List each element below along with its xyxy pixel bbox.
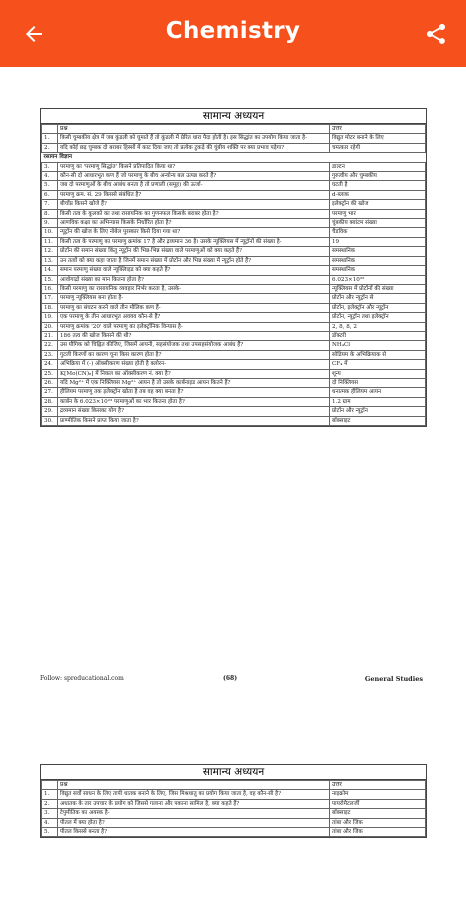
row-number: 16. <box>42 284 58 293</box>
row-number: 20. <box>42 322 58 331</box>
question-text: न्यूट्रॉन की खोज के लिए नोबेल पुरस्कार किसे दिया गया था? <box>58 228 330 237</box>
question-text: समान परमाणु संख्या वाले न्यूक्लिाइड को क्या कहते हैं? <box>58 266 330 275</box>
question-text: परमाणु का 'परमाणु सिद्धांत' किसने प्रतिपादित किया था? <box>58 162 330 171</box>
header-question: प्रश्न <box>58 781 330 790</box>
table-row <box>42 828 426 837</box>
footer-subject: General Studies <box>364 675 423 683</box>
row-number: 9. <box>42 219 58 228</box>
table-row <box>42 818 426 827</box>
answer-text: d-ब्लाक <box>330 190 426 199</box>
table-row <box>42 172 426 181</box>
section-title: रसायन विज्ञान <box>42 153 426 162</box>
header-answer: उत्तर <box>330 125 426 134</box>
table-row <box>42 134 426 143</box>
document-page-2 <box>40 764 427 838</box>
row-number: 17. <box>42 294 58 303</box>
question-text: अभिक्रिया में (-) ऑक्सीकरण संख्या होती है क्लोरन- <box>58 360 330 369</box>
answer-text: समस्थानिक <box>330 256 426 265</box>
answer-text: डॉक्टरी <box>330 331 426 340</box>
row-number: 6. <box>42 190 58 199</box>
question-text: उन तत्वों को क्या कहा जाता है जिनमें समान संख्या में प्रोटॉन और भिन्न संख्या में न्यूट्रॉन होते हैं? <box>58 256 330 265</box>
row-number: 18. <box>42 303 58 312</box>
question-text: उस यौगिक को चिह्नित कीजिए, जिसमें आयनी, सहसंयोजक तथा उपसहसंयोजक आबंध हैं? <box>58 341 330 350</box>
page-heading: सामान्य अध्ययन <box>41 109 426 124</box>
question-text: हीलियम परमाणु तक इलेक्ट्रॉन खोता है तब वह क्या बनता है? <box>58 388 330 397</box>
footer-page-number: (68) <box>223 675 238 682</box>
table-row <box>42 331 426 340</box>
row-number: 8. <box>42 209 58 218</box>
row-number: 3. <box>42 809 58 818</box>
question-text: किसी तत्व के कुलको का तथा रासायनिक का गुणनफल किसके बराबर होता है? <box>58 209 330 218</box>
answer-text: दो निक्लियस <box>330 378 426 387</box>
question-text: परमाणु क्रम. सं. 29 किससे संबंधित है? <box>58 190 330 199</box>
question-text: किसी परमाणु का रासायनिक व्यवहार निर्भर करता है, उसके- <box>58 284 330 293</box>
answer-text: घटती है <box>330 181 426 190</box>
answer-text: इलेक्ट्रॉन की खोज <box>330 200 426 209</box>
question-text: किसी तत्व के परमाणु का परमाणु क्रमांक 17 है और द्रव्यमान 36 है। उसके न्यूक्लियस में न्यूट्रॉनों की संख्या है- <box>58 237 330 246</box>
table-row <box>42 266 426 275</box>
answer-text: प्रोटॉन और न्यूट्रॉन <box>330 407 426 416</box>
table-row <box>42 181 426 190</box>
question-text: K[Mo(CN)₈] में निकल का ऑक्सीकरण नं. क्या है? <box>58 369 330 378</box>
question-text: कार्बन के 6.023×10²³ परमाणुओं का भार कितना होता है? <box>58 397 330 406</box>
question-text: द्रव्यमान संख्या किसका योग है? <box>58 407 330 416</box>
question-text: एक परमाणु के तीन आधारभूत अवयव कौन-से हैं? <box>58 313 330 322</box>
table-row <box>42 219 426 228</box>
document-page-1 <box>40 108 427 427</box>
table-row <box>42 360 426 369</box>
row-number: 4. <box>42 172 58 181</box>
answer-text: परमाणु भार <box>330 209 426 218</box>
answer-text: तांबा और जिंक <box>330 818 426 827</box>
row-number: 1. <box>42 134 58 143</box>
row-number: 15. <box>42 275 58 284</box>
row-number: 13. <box>42 256 58 265</box>
table-row <box>42 799 426 808</box>
row-number: 5. <box>42 181 58 190</box>
table-row <box>42 350 426 359</box>
row-number: 26. <box>42 378 58 387</box>
answer-text: शून्य <box>330 369 426 378</box>
question-text: पीतल किससे बनता है? <box>58 828 330 837</box>
question-text: परमाणु न्यूक्लियस बना होता है- <box>58 294 330 303</box>
table-row <box>42 237 426 246</box>
table-row <box>42 247 426 256</box>
table-row <box>42 369 426 378</box>
table-row <box>42 162 426 171</box>
row-number: 29. <box>42 407 58 416</box>
row-number: 30. <box>42 416 58 425</box>
question-table <box>41 780 426 837</box>
question-text: बीचोंप्र किसने खोजे हैं? <box>58 200 330 209</box>
table-row <box>42 378 426 387</box>
answer-text: चमत्कार रहेगी <box>330 143 426 152</box>
question-table <box>41 124 426 426</box>
answer-text: डाल्टन <box>330 162 426 171</box>
table-row <box>42 143 426 152</box>
question-text: यदि Mg²⁺ में एक निक्लियस Mg²⁺ आयन है तो उसके कार्बनाइड आयन कितने हैं? <box>58 378 330 387</box>
table-row <box>42 228 426 237</box>
answer-text: 1.2 ग्राम <box>330 397 426 406</box>
table-row <box>42 200 426 209</box>
table-row <box>42 313 426 322</box>
table-header <box>42 781 426 790</box>
row-number: 7. <box>42 200 58 209</box>
question-text: अधातक के तार उपचार के प्रयोग को जिससे गलाना और पकाना सामिल है, क्या कहते हैं? <box>58 799 330 808</box>
question-text: पीतल में क्या होता है? <box>58 818 330 827</box>
answer-text: NH₄Cl <box>330 341 426 350</box>
answer-text: विद्युत मोटर बनाने के लिए <box>330 134 426 143</box>
row-number: 11. <box>42 237 58 246</box>
table-row <box>42 275 426 284</box>
question-text: प्राण्मीतिक किसने प्राप्त किया जाता है? <box>58 416 330 425</box>
question-text: किसी चुम्बकीय क्षेत्र में जब कुंडली को घुमाते हैं तो कुंडली में प्रेरित धारा पैदा होती है। इस सिद्धांत का उपयोग किया जाता है- <box>58 134 330 143</box>
row-number: 24. <box>42 360 58 369</box>
question-text: 186 तत्व की खोज किसने की थी? <box>58 331 330 340</box>
answer-text: गुरुत्वीय और चुम्बकीय <box>330 172 426 181</box>
question-text: कौन-सी दो आधारभूत कण हैं जो परमाणु के बीच अन्योन्य बल उत्पन्न करते हैं? <box>58 172 330 181</box>
question-text: आणविक कक्षा का अभिन्यास किसके निर्धारित होता है? <box>58 219 330 228</box>
question-text: जब दो परमाणुओं के बीच आबंध बनता है तो प्रणाली (समूह) की ऊर्जा- <box>58 181 330 190</box>
row-number: 19. <box>42 313 58 322</box>
row-number: 4. <box>42 818 58 827</box>
row-number: 5. <box>42 828 58 837</box>
answer-text: न्यूक्लियस में प्रोटॉनों की संख्या <box>330 284 426 293</box>
answer-text: 6.023×10²³ <box>330 275 426 284</box>
row-number: 28. <box>42 397 58 406</box>
row-number: 25. <box>42 369 58 378</box>
row-number: 14. <box>42 266 58 275</box>
table-row <box>42 294 426 303</box>
table-row <box>42 388 426 397</box>
question-text: परमाणु का संघटन करने वाले तीन मौलिक कण हैं- <box>58 303 330 312</box>
answer-text: बॉक्साइट <box>330 809 426 818</box>
answer-text: प्रोटॉन, न्यूट्रॉन तथा इलेक्ट्रॉन <box>330 313 426 322</box>
answer-text: CF₄ में <box>330 360 426 369</box>
row-number: 12. <box>42 247 58 256</box>
answer-text: चैडविक <box>330 228 426 237</box>
table-row <box>42 303 426 312</box>
question-text: विद्युत सर्वो साधन के लिए तापी धातक बनाने के लिए, जिस मिश्रधातु का प्रयोग किया जाता है, वह कौन-सी है? <box>58 790 330 799</box>
answer-text: चुंबकीय क्वांटम संख्या <box>330 219 426 228</box>
row-number: 23. <box>42 350 58 359</box>
answer-text: 2, 8, 8, 2 <box>330 322 426 331</box>
answer-text: पायरोमैटलर्जी <box>330 799 426 808</box>
question-text: प्रोटॉन की समान संख्या किंतु न्यूट्रॉन की भिन्न-भिन्न संख्या वाले परमाणुओं को क्या कहते हैं? <box>58 247 330 256</box>
header-answer: उत्तर <box>330 781 426 790</box>
share-icon[interactable] <box>424 22 448 46</box>
answer-text: 19 <box>330 237 426 246</box>
section-row <box>42 153 426 162</box>
answer-text: प्रोटॉन और न्यूट्रॉन से <box>330 294 426 303</box>
answer-text: बॉक्साइट <box>330 416 426 425</box>
answer-text: सोडियम के अभिक्रियाक से <box>330 350 426 359</box>
table-row <box>42 790 426 799</box>
table-row <box>42 809 426 818</box>
row-number: 22. <box>42 341 58 350</box>
footer-source: Follow: spreducational.com <box>40 675 124 682</box>
question-text: परमाणु क्रमांक '20' वाले परमाणु का इलेक्ट्रॉनिक विन्यास है- <box>58 322 330 331</box>
page-title: Chemistry <box>165 18 301 44</box>
question-text: गुटली किरणों का कारण चूना किस कारण होता है? <box>58 350 330 359</box>
table-row <box>42 341 426 350</box>
answer-text: समस्थानिक <box>330 266 426 275</box>
header-question: प्रश्न <box>58 125 330 134</box>
table-row <box>42 190 426 199</box>
table-row <box>42 209 426 218</box>
question-text: टेपुमीतिक का अयस्क है- <box>58 809 330 818</box>
row-number: 21. <box>42 331 58 340</box>
table-row <box>42 256 426 265</box>
page-heading: सामान्य अध्ययन <box>41 765 426 780</box>
row-number: 1. <box>42 790 58 799</box>
question-text: आवोगाद्रो संख्या का मान कितना होता है? <box>58 275 330 284</box>
table-row <box>42 397 426 406</box>
page-footer <box>40 675 425 685</box>
row-number: 2. <box>42 143 58 152</box>
table-row <box>42 416 426 425</box>
row-number: 10. <box>42 228 58 237</box>
table-row <box>42 407 426 416</box>
row-number: 2. <box>42 799 58 808</box>
app-bar <box>0 0 466 67</box>
answer-text: प्रोटॉन, इलेक्ट्रॉन और न्यूट्रॉन <box>330 303 426 312</box>
row-number: 27. <box>42 388 58 397</box>
answer-text: तांबा और जिंक <box>330 828 426 837</box>
table-row <box>42 284 426 293</box>
answer-text: समस्थानिक <box>330 247 426 256</box>
table-row <box>42 322 426 331</box>
question-text: यदि कोई छड़ चुम्बक दो बराबर हिस्सों में काट दिया जाए तो प्रत्येक टुकड़े की चुंबीय शक्ति पर क्या प्रभाव पड़ेगा? <box>58 143 330 152</box>
answer-text: धनात्मक हीलियम आयन <box>330 388 426 397</box>
table-header <box>42 125 426 134</box>
row-number: 3. <box>42 162 58 171</box>
answer-text: नाइक्रोम <box>330 790 426 799</box>
